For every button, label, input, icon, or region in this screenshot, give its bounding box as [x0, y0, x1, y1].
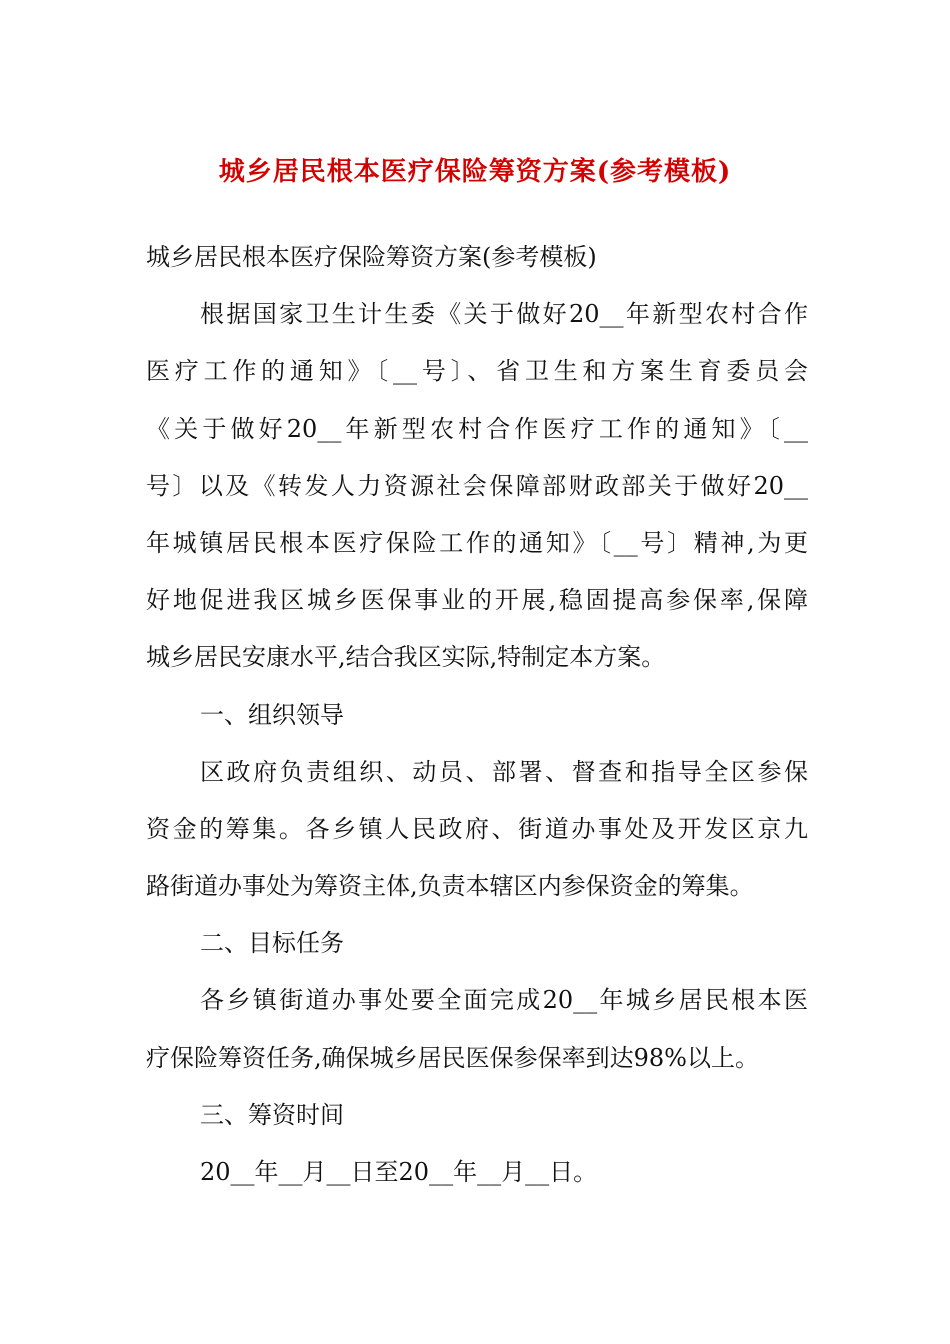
- document-subtitle: 城乡居民根本医疗保险筹资方案(参考模板): [146, 243, 597, 271]
- paragraph-line: 城乡居民安康水平,结合我区实际,特制定本方案。: [146, 643, 666, 672]
- paragraph-line: 各乡镇街道办事处要全面完成20__年城乡居民根本医: [200, 986, 808, 1015]
- section-heading: 三、筹资时间: [200, 1100, 344, 1129]
- paragraph-line: 号〕以及《转发人力资源社会保障部财政部关于做好20__: [146, 471, 808, 500]
- paragraph-line: 20__年__月__日至20__年__月__日。: [200, 1158, 598, 1186]
- document-body: [146, 229, 808, 1201]
- paragraph-line: 医疗工作的通知》〔__号〕、省卫生和方案生育委员会: [146, 357, 808, 386]
- paragraph-line: 区政府负责组织、动员、部署、督查和指导全区参保: [200, 757, 808, 786]
- paragraph-line: 《关于做好20__年新型农村合作医疗工作的通知》〔__: [146, 414, 808, 443]
- paragraph-line: 资金的筹集。各乡镇人民政府、街道办事处及开发区京九: [146, 814, 808, 843]
- paragraph-line: 好地促进我区城乡医保事业的开展,稳固提高参保率,保障: [146, 586, 808, 615]
- document-title: 城乡居民根本医疗保险筹资方案(参考模板): [218, 157, 732, 187]
- paragraph-line: 根据国家卫生计生委《关于做好20__年新型农村合作: [200, 300, 808, 329]
- paragraph-line: 路街道办事处为筹资主体,负责本辖区内参保资金的筹集。: [146, 872, 754, 901]
- paragraph-line: 年城镇居民根本医疗保险工作的通知》〔__号〕精神,为更: [146, 528, 808, 557]
- section-heading: 二、目标任务: [200, 929, 344, 958]
- section-heading: 一、组织领导: [200, 700, 344, 729]
- paragraph-line: 疗保险筹资任务,确保城乡居民医保参保率到达98%以上。: [146, 1043, 759, 1072]
